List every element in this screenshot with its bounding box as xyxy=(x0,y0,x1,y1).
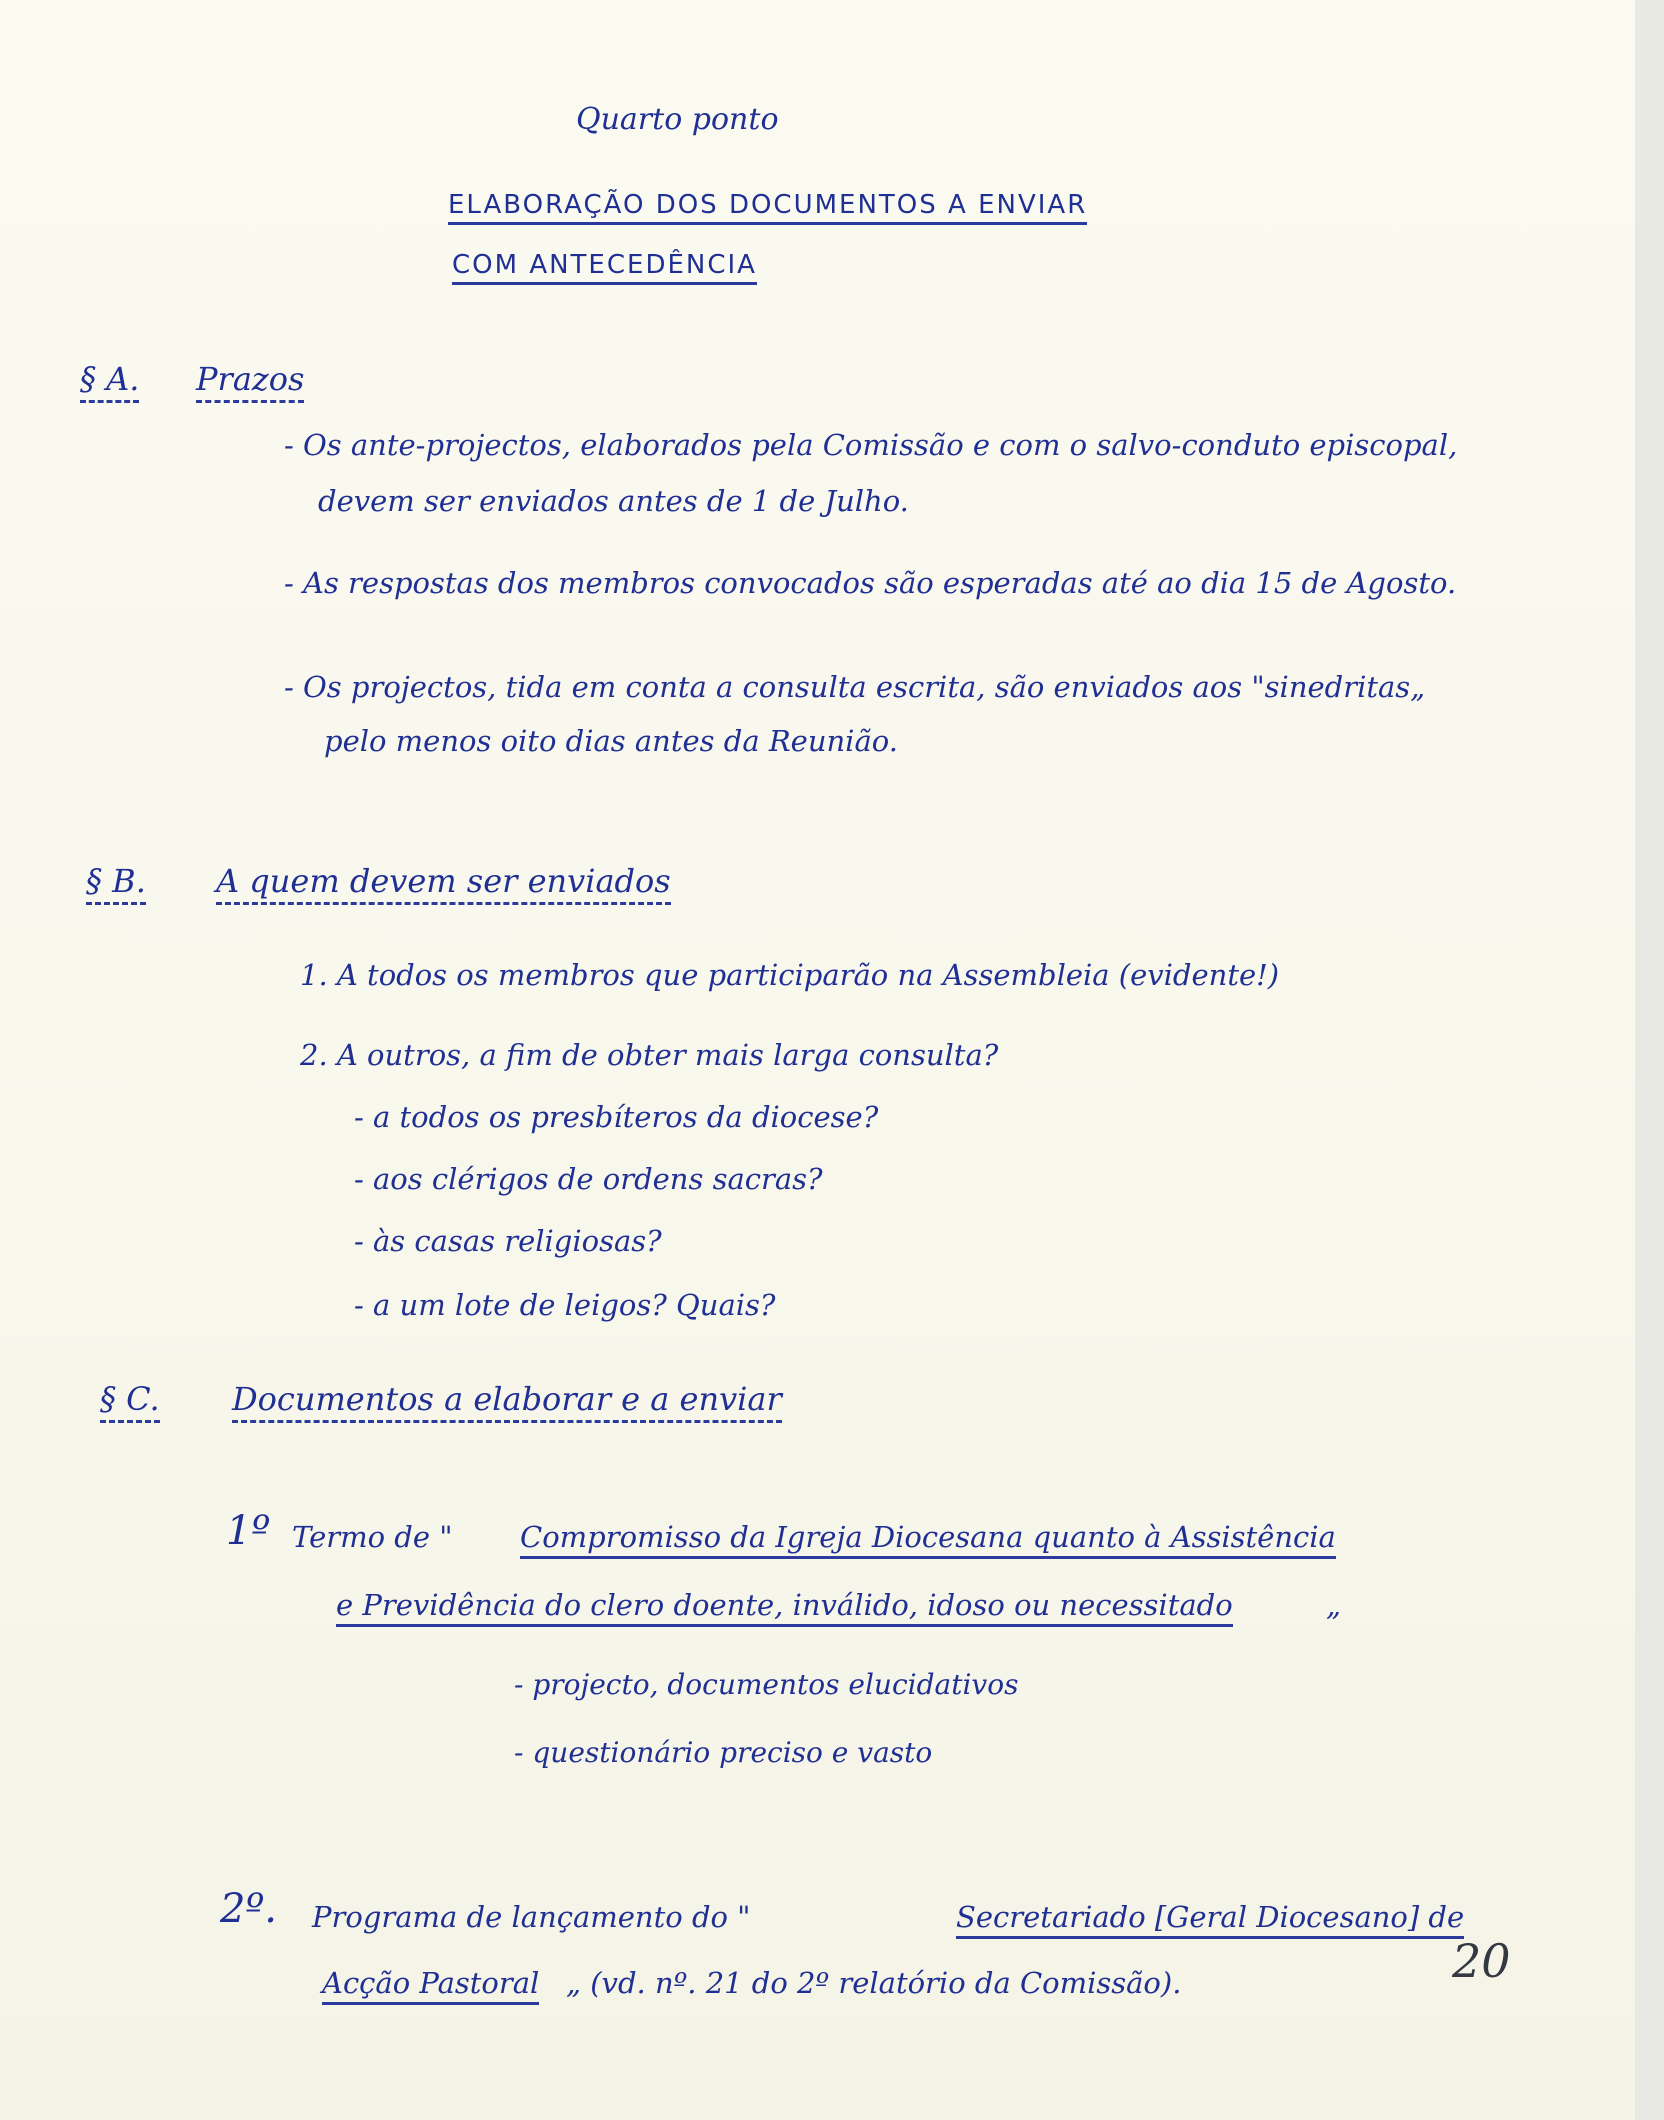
page-number: 20 xyxy=(1452,1934,1511,1988)
section-a-title: Prazos xyxy=(196,360,304,403)
section-b-subitem: - às casas religiosas? xyxy=(354,1224,662,1258)
document-title-line2: COM ANTECEDÊNCIA xyxy=(452,250,757,285)
item-2-lead: Programa de lançamento do " xyxy=(312,1900,751,1934)
item-2-title-a: Secretariado [Geral Diocesano] de xyxy=(956,1900,1464,1939)
item-1-sub: - questionário preciso e vasto xyxy=(514,1736,933,1769)
item-1-title-b: e Previdência do clero doente, inválido, idoso ou necessitado xyxy=(336,1588,1233,1627)
section-b-title: A quem devem ser enviados xyxy=(216,862,671,905)
scan-border xyxy=(1635,0,1664,2120)
item-1-number: 1º xyxy=(226,1508,271,1554)
section-b-subitem: - a todos os presbíteros da diocese? xyxy=(354,1100,879,1134)
section-a-item: - Os ante-projectos, elaborados pela Comissão e com o salvo-conduto episcopal, xyxy=(284,428,1458,462)
document-title-line1: ELABORAÇÃO DOS DOCUMENTOS A ENVIAR xyxy=(448,190,1087,225)
item-2-title-b: Acção Pastoral xyxy=(322,1966,539,2005)
section-b-subitem: - a um lote de leigos? Quais? xyxy=(354,1288,776,1322)
section-a-marker: § A. xyxy=(80,360,139,403)
section-b-item: 2. A outros, a fim de obter mais larga consulta? xyxy=(300,1038,999,1072)
item-1-lead: Termo de " xyxy=(292,1520,453,1554)
item-1-title-a: Compromisso da Igreja Diocesana quanto à Assistência xyxy=(520,1520,1336,1559)
section-b-item: 1. A todos os membros que participarão na Assembleia (evidente!) xyxy=(300,958,1280,992)
item-2-number: 2º. xyxy=(220,1886,277,1932)
item-1-close: „ xyxy=(1326,1588,1342,1622)
item-2-rest: „ (vd. nº. 21 do 2º relatório da Comissão). xyxy=(566,1966,1182,2000)
section-c-marker: § C. xyxy=(100,1380,160,1423)
section-a-item: pelo menos oito dias antes da Reunião. xyxy=(324,724,898,758)
item-1-sub: - projecto, documentos elucidativos xyxy=(514,1668,1019,1701)
section-a-item: devem ser enviados antes de 1 de Julho. xyxy=(318,484,909,518)
section-b-subitem: - aos clérigos de ordens sacras? xyxy=(354,1162,823,1196)
section-b-marker: § B. xyxy=(86,862,146,905)
page-subtitle: Quarto ponto xyxy=(576,102,779,137)
section-c-title: Documentos a elaborar e a enviar xyxy=(232,1380,782,1423)
section-a-item: - Os projectos, tida em conta a consulta escrita, são enviados aos "sinedritas„ xyxy=(284,670,1426,704)
section-a-item: - As respostas dos membros convocados são esperadas até ao dia 15 de Agosto. xyxy=(284,566,1457,600)
